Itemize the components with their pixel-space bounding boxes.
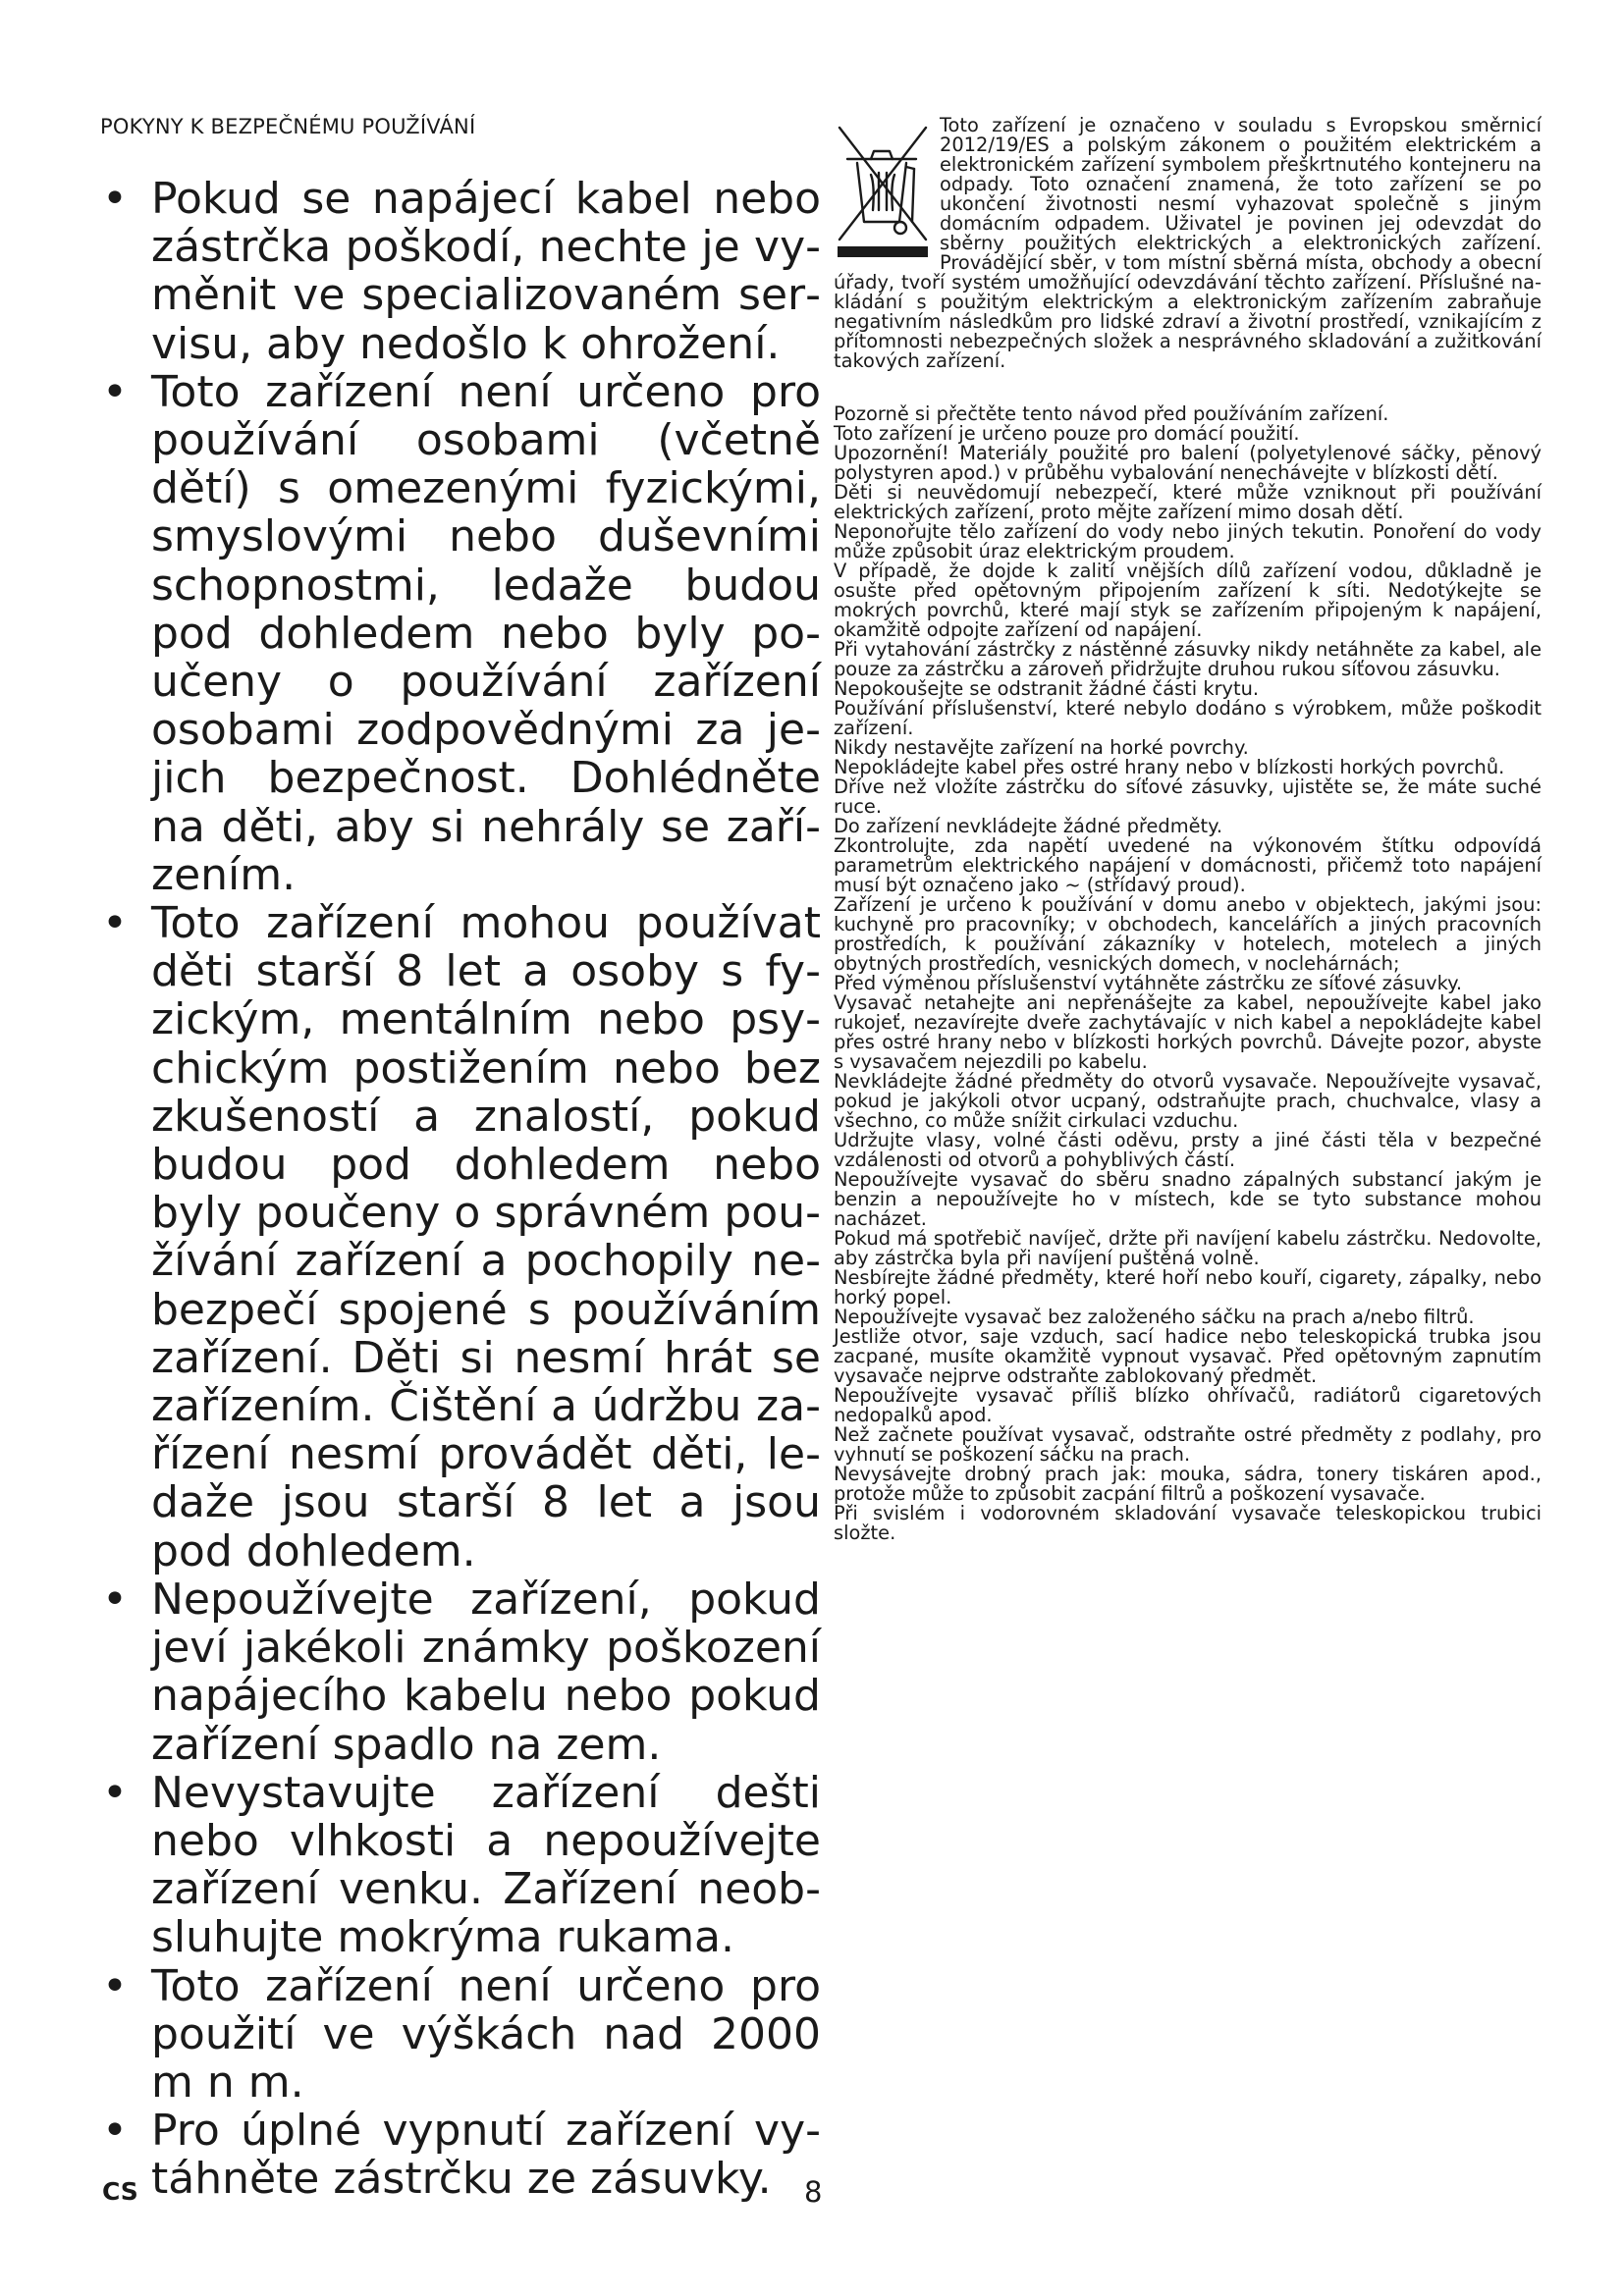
paragraph: Nepoužívejte vysavač do sběru snadno zápalných substancí jakým je benzin a nepoužívejte ho v místech, kde se tyto substance mohou nacházet. bbox=[834, 1168, 1542, 1230]
bullet-icon: • bbox=[102, 1574, 128, 1625]
paragraph: Udržujte vlasy, volné části oděvu, prsty a jiné části těla v bezpečné vzdálenosti od otvorů a pohyblivých částí. bbox=[834, 1129, 1542, 1171]
paragraph: Před výměnou příslušenství vytáhněte zástrčku ze síťové zásuvky. bbox=[834, 972, 1463, 994]
list-item-text: Pro úplné vypnutí zařízení vytáhněte zástrčku ze zásuvky. bbox=[151, 2106, 821, 2205]
paragraph: V případě, že dojde k zalití vnějších dílů zařízení vodou, důkladně je osušte před opětovným připojením zařízení k síti. Nedotýkejte se mokrých povrchů, které mají styk se zařízením připojeným k napájení, okamžitě odpojte zařízení od napájení. bbox=[834, 560, 1542, 641]
paragraph: Nepokoušejte se odstranit žádné části krytu. bbox=[834, 677, 1260, 700]
paragraph: Nevkládejte žádné předměty do otvorů vysavače. Nepoužívejte vysavač, pokud je jakýkoli otvor ucpaný, odstraňujte prach, chuchvalce, vlasy a všechno, co může snížit cirkulaci vzduchu. bbox=[834, 1070, 1542, 1132]
bullet-icon: • bbox=[102, 1767, 128, 1818]
paragraph: Jestliže otvor, saje vzduch, sací hadice nebo teleskopická trubka jsou zacpané, musíte okamžitě vypnout vysavač. Před opětovným zapnutím vysavače nejprve odstraňte zablokovaný předmět. bbox=[834, 1325, 1542, 1387]
paragraph: Dříve než vložíte zástrčku do síťové zásuvky, ujistěte se, že máte suché ruce. bbox=[834, 775, 1542, 818]
paragraph: Neponořujte tělo zařízení do vody nebo jiných tekutin. Ponoření do vody může způsobit úraz elektrickým proudem. bbox=[834, 520, 1542, 562]
paragraph: Pozorně si přečtěte tento návod před používáním zařízení. bbox=[834, 402, 1389, 425]
right-column bbox=[834, 116, 1542, 1543]
bullet-icon: • bbox=[102, 898, 128, 949]
paragraph: Používání příslušenství, které nebylo dodáno s výrobkem, může poškodit zařízení. bbox=[834, 697, 1542, 739]
list-item-text: Nepoužívejte zařízení, pokud jeví jakékoli známky poškození napájecího kabelu nebo pokud zařízení spadlo na zem. bbox=[151, 1574, 821, 1770]
paragraph: Nepoužívejte vysavač příliš blízko ohřívačů, radiátorů cigaretových nedopalků apod. bbox=[834, 1384, 1542, 1426]
crossed-out-wheelie-bin-icon bbox=[834, 116, 934, 259]
paragraph: Nepokládejte kabel přes ostré hrany nebo v blízkosti horkých povrchů. bbox=[834, 756, 1505, 778]
page-number: 8 bbox=[804, 2175, 823, 2209]
bullet-icon: • bbox=[102, 1960, 128, 2011]
paragraph: Zařízení je určeno k používání v domu anebo v objektech, jakými jsou: kuchyně pro pracovníky; v obchodech, kancelářích a jiných pracovních prostředích, k používání zákazníky v hotelech, motelech a jiných obytných prostředích, vesnických domech, v noclehárnách; bbox=[834, 893, 1542, 975]
list-item bbox=[98, 1575, 821, 1769]
paragraph: Při svislém i vodorovném skladování vysavače teleskopickou trubici složte. bbox=[834, 1502, 1542, 1544]
paragraph: Nesbírejte žádné předměty, které hoří nebo kouří, cigarety, zápalky, nebo horký popel. bbox=[834, 1266, 1542, 1308]
list-item-text: Toto zařízení není určeno pro použití ve výškách nad 2000 m n m. bbox=[151, 1960, 821, 2108]
paragraph: Upozornění! Materiály použité pro balení (polyetylenové sáčky, pěnový polystyren apod.) v průběhu vybalování nenechávejte v blízkosti dětí. bbox=[834, 442, 1542, 484]
paragraph: Nevysávejte drobný prach jak: mouka, sádra, tonery tiskáren apod., protože může to způsobit zacpání filtrů a poškození vysavače. bbox=[834, 1463, 1542, 1505]
paragraph: Při vytahování zástrčky z nástěnné zásuvky nikdy netáhněte za kabel, ale pouze za zástrčku a zároveň přidržujte druhou rukou síťovou zásuvku. bbox=[834, 638, 1542, 680]
paragraph: Zkontrolujte, zda napětí uvedené na výkonovém štítku odpovídá parametrům elektrického napájení v domácnosti, přičemž toto napájení musí být označeno jako ~ (střídavý proud). bbox=[834, 834, 1542, 896]
safety-bullet-list bbox=[98, 175, 821, 2204]
paragraph: Do zařízení nevkládejte žádné předměty. bbox=[834, 815, 1222, 837]
list-item-text: Toto zařízení není určeno pro používání osobami (včetně dětí) s omezenými fyzickými, smyslovými nebo duševními schopnostmi, ledaže budou pod dohledem nebo byly poučeny o používání zařízení osobami zodpovědnými za jejich bezpečnost. Dohlédněte na děti, aby si nehrály se zařízením. bbox=[151, 366, 821, 900]
language-code: CS bbox=[102, 2177, 138, 2206]
paragraph: Toto zařízení je určeno pouze pro domácí použití. bbox=[834, 422, 1300, 445]
list-item-text: Toto zařízení mohou používat děti starší 8 let a osoby s fyzickým, mentálním nebo psychickým postižením nebo bez zkušeností a znalostí, pokud budou pod dohledem nebo byly poučeny o správném používání zařízení a pochopily nebezpečí spojené s používáním zařízení. Děti si nesmí hrát se zařízením. Čištění a údržbu zařízení nesmí provádět děti, ledaže jsou starší 8 let a jsou pod dohledem. bbox=[151, 898, 821, 1576]
bullet-icon: • bbox=[102, 2106, 128, 2157]
paragraph: Děti si neuvědomují nebezpečí, které může vzniknout při používání elektrických zařízení, proto mějte zařízení mimo dosah dětí. bbox=[834, 481, 1542, 523]
weee-text: Toto zařízení je označeno v souladu s Evropskou směrnicí 2012/19/ES a polským zákonem o použitém elektrickém a elektronickém zařízení symbolem přeškrtnutého kontejneru na odpady. Toto označení znamená, že toto zařízení se po ukončení životnosti nesmí vyhazovat společně s jiným domácním odpadem. Uživatel je povinen jej odevzdat do sběrny použitých elektrických a elektronických zařízení. Provádějící sběr, v tom místní sběrná místa, obchody a obecní úřady, tvoří systém umožňující odevzdávání těchto zařízení. Příslušné nakládání s použitým elektrickým a elektronickým zařízením zabraňuje negativním následkům pro lidské zdraví a životní prostředí, vznikajícím z přítomnosti nebezpečných složek a nesprávného skladování a zužitkování takových zařízení. bbox=[834, 116, 1542, 371]
list-item bbox=[98, 1769, 821, 1962]
list-item bbox=[98, 899, 821, 1575]
section-heading: POKYNY K BEZPEČNÉMU POUŽÍVÁNÍ bbox=[100, 115, 476, 138]
list-item bbox=[98, 1962, 821, 2108]
list-item bbox=[98, 2107, 821, 2203]
paragraph: Vysavač netahejte ani nepřenášejte za kabel, nepoužívejte kabel jako rukojeť, nezavírejte dveře zachytávajíc v nich kabel a nepokládejte kabel přes ostré hrany nebo v blízkosti horkých povrchů. Dávejte pozor, abyste s vysavačem nejezdili po kabelu. bbox=[834, 991, 1542, 1073]
paragraph: Nepoužívejte vysavač bez založeného sáčku na prach a/nebo filtrů. bbox=[834, 1306, 1475, 1328]
list-item bbox=[98, 175, 821, 368]
paragraph: Pokud má spotřebič navíječ, držte při navíjení kabelu zástrčku. Nedovolte, aby zástrčka byla při navíjení puštěná volně. bbox=[834, 1227, 1542, 1269]
bullet-icon: • bbox=[102, 174, 128, 224]
bullet-icon: • bbox=[102, 366, 128, 417]
paragraph: Než začnete používat vysavač, odstraňte ostré předměty z podlahy, pro vyhnutí se poškození sáčku na prach. bbox=[834, 1423, 1542, 1466]
list-item-text: Pokud se napájecí kabel nebo zástrčka poškodí, nechte je vyměnit ve specializovaném servisu, aby nedošlo k ohrožení. bbox=[151, 174, 821, 369]
paragraph: Nikdy nestavějte zařízení na horké povrchy. bbox=[834, 736, 1249, 759]
list-item-text: Nevystavujte zařízení dešti nebo vlhkosti a nepoužívejte zařízení venku. Zařízení neobsluhujte mokrýma rukama. bbox=[151, 1767, 821, 1963]
weee-notice bbox=[834, 116, 1542, 371]
list-item bbox=[98, 368, 821, 899]
